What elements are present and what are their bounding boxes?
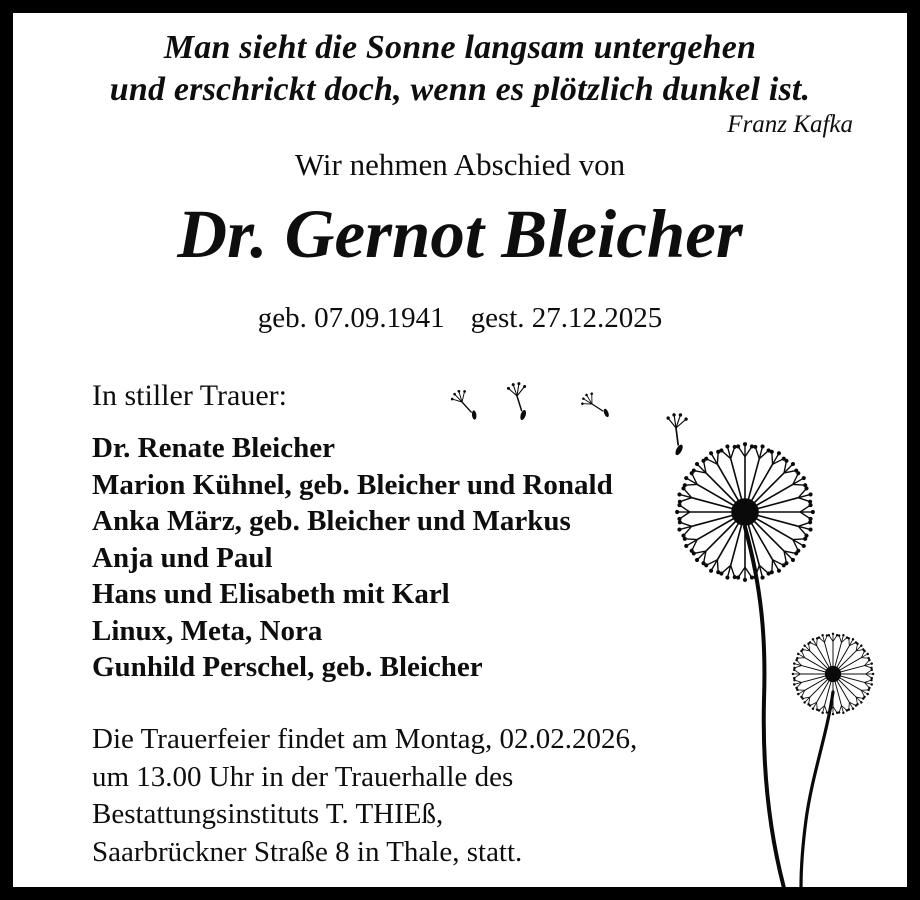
salutation: In stiller Trauer: [92, 379, 287, 412]
floating-seed-icon [660, 411, 689, 457]
quote-line-2: und erschrickt doch, wenn es plötzlich dunkel ist. [109, 71, 811, 108]
funeral-line: um 13.00 Uhr in der Trauerhalle des [92, 760, 514, 793]
dandelion-head-large [675, 442, 815, 582]
quote-line-1: Man sieht die Sonne langsam untergehen [163, 29, 757, 66]
mourner-item: Anja und Paul [92, 541, 273, 574]
funeral-line: Bestattungsinstituts T. THIEß, [92, 798, 444, 830]
funeral-details [92, 721, 637, 871]
life-dates [13, 302, 907, 335]
mourner-item: Dr. Renate Bleicher [92, 432, 335, 464]
dandelion-stem-large [745, 527, 784, 887]
quote [13, 27, 907, 111]
floating-seed-icon [507, 382, 527, 421]
funeral-line: Die Trauerfeier findet am Montag, 02.02.2026, [92, 723, 638, 755]
mourner-item: Hans und Elisabeth mit Karl [92, 578, 450, 610]
mourner-item: Gunhild Perschel, geb. Bleicher [92, 651, 483, 683]
mourner-item: Marion Kühnel, geb. Bleicher und Ronald [92, 468, 613, 501]
floating-seed-icon [449, 387, 480, 426]
intro-line: Wir nehmen Abschied von [294, 147, 626, 182]
birth-date: geb. 07.09.1941 [257, 302, 445, 334]
dandelion-head-small [792, 633, 875, 716]
mourner-item: Linux, Meta, Nora [92, 614, 323, 647]
death-date: gest. 27.12.2025 [470, 302, 663, 334]
funeral-line: Saarbrückner Straße 8 in Thale, statt. [92, 835, 523, 868]
deceased-name: Dr. Gernot Bleicher [177, 196, 743, 272]
mourner-list [92, 430, 613, 686]
floating-seed-icon [578, 390, 612, 426]
dandelion-stem-small [801, 692, 833, 887]
mourner-item: Anka März, geb. Bleicher und Markus [92, 505, 571, 537]
quote-attribution: Franz Kafka [727, 111, 853, 138]
notice-sheet [13, 13, 907, 887]
